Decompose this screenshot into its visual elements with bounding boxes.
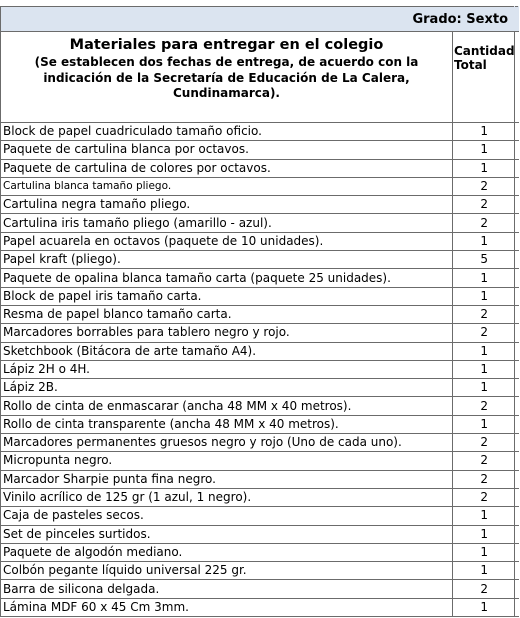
table-row (1, 434, 519, 452)
item-description: Cartulina negra tamaño pliego. (1, 196, 453, 214)
row-edge (515, 543, 519, 561)
item-quantity: 1 (453, 342, 515, 360)
table-row (1, 269, 519, 287)
item-description: Cartulina iris tamaño pliego (amarillo - azul). (1, 214, 453, 232)
table-row (1, 214, 519, 232)
row-edge (515, 287, 519, 305)
item-description: Cartulina blanca tamaño pliego. (1, 177, 453, 195)
table-row (1, 562, 519, 580)
item-description: Lápiz 2B. (1, 379, 453, 397)
item-quantity: 5 (453, 251, 515, 269)
table-row (1, 324, 519, 342)
row-edge (515, 141, 519, 159)
item-description: Paquete de cartulina de colores por octavos. (1, 159, 453, 177)
item-description: Paquete de algodón mediano. (1, 543, 453, 561)
row-edge (515, 598, 519, 616)
row-edge (515, 415, 519, 433)
row-edge (515, 525, 519, 543)
table-row (1, 452, 519, 470)
table-row (1, 287, 519, 305)
item-quantity: 2 (453, 397, 515, 415)
item-quantity: 1 (453, 525, 515, 543)
item-quantity: 1 (453, 562, 515, 580)
table-row (1, 580, 519, 598)
item-quantity: 2 (453, 324, 515, 342)
item-quantity: 1 (453, 159, 515, 177)
row-edge (515, 397, 519, 415)
table-row (1, 159, 519, 177)
row-edge (515, 196, 519, 214)
row-edge (515, 251, 519, 269)
item-description: Rollo de cinta transparente (ancha 48 MM x 40 metros). (1, 415, 453, 433)
table-row (1, 232, 519, 250)
table-row (1, 305, 519, 323)
row-edge (515, 123, 519, 141)
row-edge (515, 324, 519, 342)
table-row (1, 507, 519, 525)
table-row (1, 543, 519, 561)
table-row (1, 598, 519, 616)
item-description: Sketchbook (Bitácora de arte tamaño A4). (1, 342, 453, 360)
item-quantity: 1 (453, 232, 515, 250)
item-description: Vinilo acrílico de 125 gr (1 azul, 1 negro). (1, 488, 453, 506)
item-quantity: 1 (453, 123, 515, 141)
item-description: Colbón pegante líquido universal 225 gr. (1, 562, 453, 580)
row-edge (515, 342, 519, 360)
row-edge (515, 269, 519, 287)
row-edge (515, 232, 519, 250)
item-description: Micropunta negro. (1, 452, 453, 470)
item-description: Lámina MDF 60 x 45 Cm 3mm. (1, 598, 453, 616)
table-row (1, 379, 519, 397)
row-edge (515, 507, 519, 525)
item-quantity: 2 (453, 488, 515, 506)
header-row (1, 32, 519, 123)
materials-table-body (1, 7, 519, 617)
row-edge (515, 562, 519, 580)
item-quantity: 2 (453, 177, 515, 195)
row-edge (515, 452, 519, 470)
header-row-edge (515, 32, 519, 123)
table-row (1, 342, 519, 360)
item-description: Marcadores permanentes gruesos negro y rojo (Uno de cada uno). (1, 434, 453, 452)
item-description: Paquete de cartulina blanca por octavos. (1, 141, 453, 159)
row-edge (515, 214, 519, 232)
table-row (1, 177, 519, 195)
table-row (1, 196, 519, 214)
item-description: Block de papel cuadriculado tamaño oficio. (1, 123, 453, 141)
item-quantity: 2 (453, 214, 515, 232)
table-row (1, 123, 519, 141)
item-quantity: 2 (453, 580, 515, 598)
item-description: Barra de silicona delgada. (1, 580, 453, 598)
materials-table (0, 6, 519, 617)
item-description: Marcadores borrables para tablero negro y rojo. (1, 324, 453, 342)
item-quantity: 1 (453, 379, 515, 397)
row-edge (515, 488, 519, 506)
row-edge (515, 434, 519, 452)
table-row (1, 251, 519, 269)
row-edge (515, 360, 519, 378)
row-edge (515, 470, 519, 488)
materials-sheet (0, 6, 518, 617)
item-description: Paquete de opalina blanca tamaño carta (paquete 25 unidades). (1, 269, 453, 287)
header-cell (1, 32, 453, 123)
row-edge (515, 159, 519, 177)
item-quantity: 1 (453, 415, 515, 433)
item-quantity: 1 (453, 360, 515, 378)
table-row (1, 488, 519, 506)
grade-row (1, 7, 519, 32)
item-description: Resma de papel blanco tamaño carta. (1, 305, 453, 323)
row-edge (515, 177, 519, 195)
row-edge (515, 305, 519, 323)
item-quantity: 1 (453, 269, 515, 287)
table-subtitle: (Se establecen dos fechas de entrega, de acuerdo con la indicación de la Secretaría de Educación de La Calera, Cundinamarca). (34, 55, 419, 100)
item-quantity: 1 (453, 543, 515, 561)
item-quantity: 2 (453, 434, 515, 452)
item-description: Rollo de cinta de enmascarar (ancha 48 MM x 40 metros). (1, 397, 453, 415)
table-row (1, 397, 519, 415)
item-description: Papel kraft (pliego). (1, 251, 453, 269)
item-description: Block de papel iris tamaño carta. (1, 287, 453, 305)
item-quantity: 2 (453, 196, 515, 214)
row-edge (515, 379, 519, 397)
item-description: Papel acuarela en octavos (paquete de 10 unidades). (1, 232, 453, 250)
item-quantity: 1 (453, 141, 515, 159)
grade-row-edge (515, 7, 519, 32)
row-edge (515, 580, 519, 598)
table-row (1, 470, 519, 488)
item-quantity: 2 (453, 470, 515, 488)
table-row (1, 360, 519, 378)
table-title: Materiales para entregar en el colegio (69, 37, 384, 53)
item-quantity: 2 (453, 452, 515, 470)
item-quantity: 1 (453, 507, 515, 525)
item-description: Caja de pasteles secos. (1, 507, 453, 525)
table-row (1, 415, 519, 433)
quantity-column-header: Cantidad Total (453, 32, 515, 123)
item-description: Lápiz 2H o 4H. (1, 360, 453, 378)
grade-label: Grado: Sexto (1, 7, 515, 32)
item-quantity: 1 (453, 287, 515, 305)
item-quantity: 2 (453, 305, 515, 323)
item-description: Marcador Sharpie punta fina negro. (1, 470, 453, 488)
item-description: Set de pinceles surtidos. (1, 525, 453, 543)
item-quantity: 1 (453, 598, 515, 616)
table-row (1, 141, 519, 159)
table-row (1, 525, 519, 543)
